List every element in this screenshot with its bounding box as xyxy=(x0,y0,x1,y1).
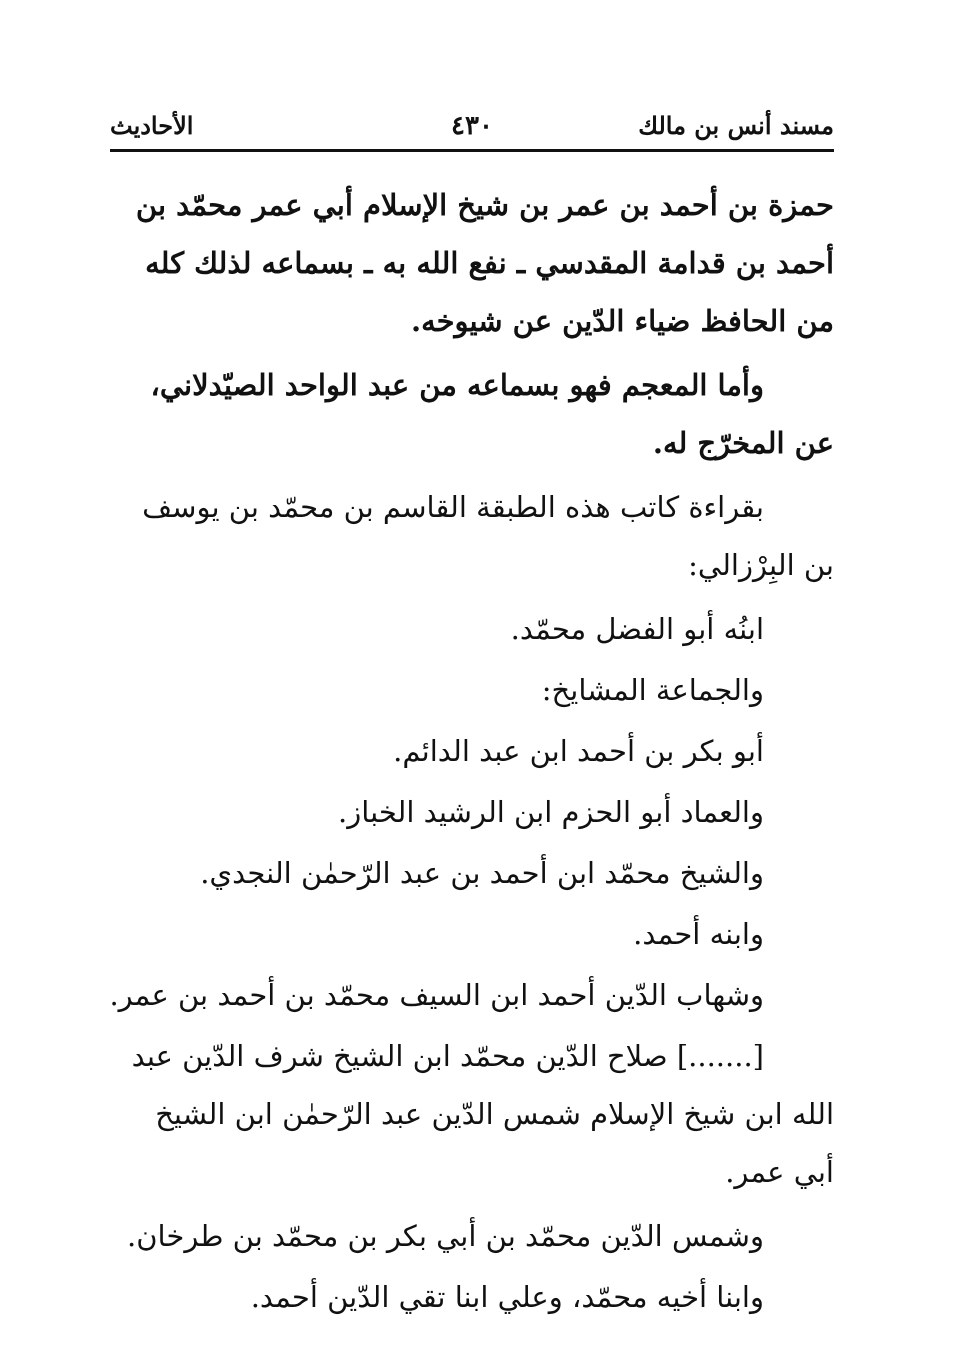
section-title: الأحاديث xyxy=(110,111,194,140)
running-title: مسند أنس بن مالك xyxy=(638,111,834,140)
list-item-7: وشهاب الدّين أحمد ابن السيف محمّد بن أحمد بن عمر. xyxy=(109,978,764,1012)
page-body xyxy=(110,176,834,1329)
paragraph-3: بقراءة كاتب هذه الطبقة القاسم بن محمّد بن يوسف بن البِرْزالي: xyxy=(142,490,834,582)
list-item-9: وابنا أخيه محمّد، وعلي ابنا تقي الدّين أحمد. xyxy=(250,1280,764,1314)
list-item-5: والشيخ محمّد ابن أحمد بن عبد الرّحمٰن النجدي. xyxy=(200,856,764,890)
list-item-1: ابنُه أبو الفضل محمّد. xyxy=(510,612,764,646)
paragraph-4: [.......] صلاح الدّين محمّد ابن الشيخ شرف الدّين عبد الله ابن شيخ الإسلام شمس الدّين عبد الرّحمٰن ابن الشيخ أبي عمر. xyxy=(131,1039,834,1189)
header-rule xyxy=(110,149,834,152)
paragraph-1: حمزة بن أحمد بن عمر بن شيخ الإسلام أبي عمر محمّد بن أحمد بن قدامة المقدسي ـ نفع الله به ـ بسماعه لذلك كله من الحافظ ضياء الدّين عن شيوخه. xyxy=(135,188,834,338)
list-item-6: وابنه أحمد. xyxy=(633,917,764,951)
list-item-3: أبو بكر بن أحمد ابن عبد الدائم. xyxy=(393,734,764,768)
list-item-4: والعماد أبو الحزم ابن الرشيد الخباز. xyxy=(338,795,764,829)
paragraph-2: وأما المعجم فهو بسماعه من عبد الواحد الصيّدلاني، عن المخرّج له. xyxy=(150,368,834,460)
page-number: ٤٣٠ xyxy=(451,111,493,141)
page-header xyxy=(110,110,834,150)
list-item-8: وشمس الدّين محمّد بن أبي بكر بن محمّد بن طرخان. xyxy=(127,1219,764,1253)
list-item-2: والجماعة المشايخ: xyxy=(541,673,764,707)
